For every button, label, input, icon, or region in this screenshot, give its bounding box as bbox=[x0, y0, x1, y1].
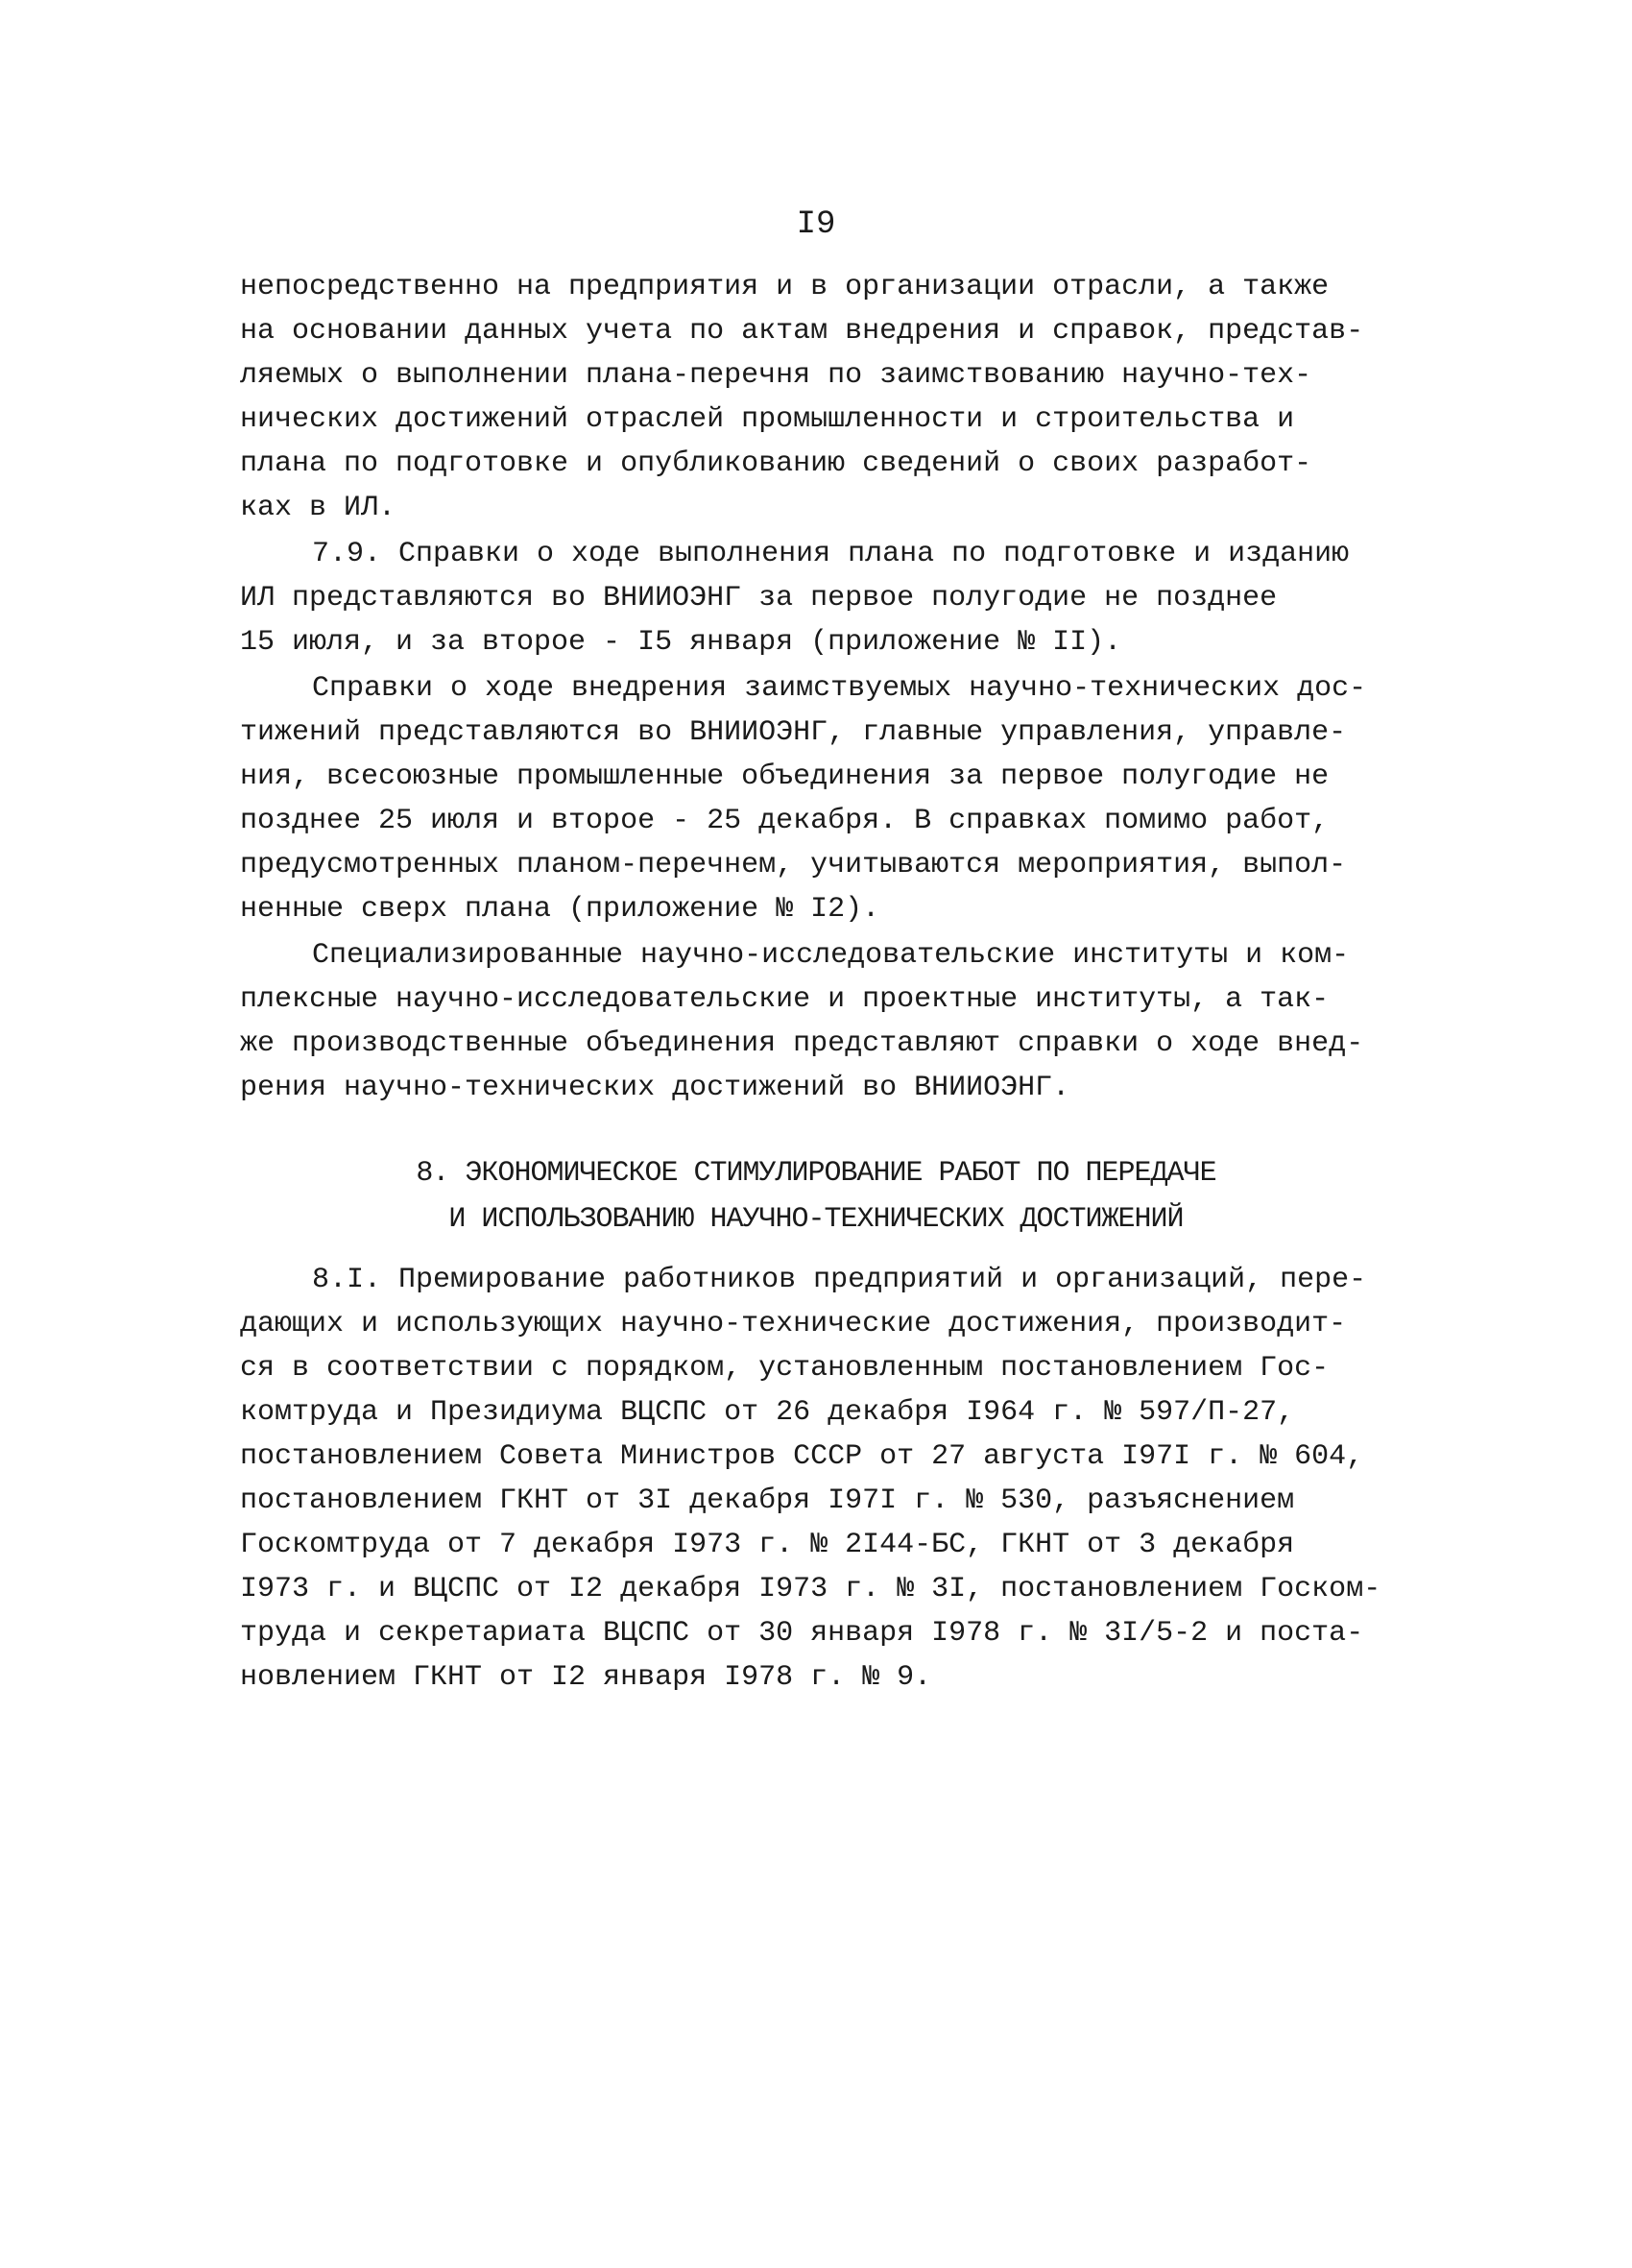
text-line: I973 г. и ВЦСПС от I2 декабря I973 г. № 3I, постановлением Госком- bbox=[240, 1573, 1381, 1605]
text-line: тижений представляются во ВНИИОЭНГ, главные управления, управле- bbox=[240, 716, 1347, 749]
page-number: I9 bbox=[796, 206, 836, 243]
text-line: дающих и использующих научно-технические достижения, производит- bbox=[240, 1308, 1347, 1340]
text-line: ках в ИЛ. bbox=[240, 492, 396, 524]
paragraph-8-1-first-line: 8.I. Премирование работников предприятий и организаций, пере- bbox=[312, 1264, 1367, 1296]
text-line: непосредственно на предприятия и в организации отрасли, а также bbox=[240, 271, 1330, 303]
text-line: предусмотренных планом-перечнем, учитываются мероприятия, выпол- bbox=[240, 849, 1347, 881]
text-line: позднее 25 июля и второе - 25 декабря. В справках помимо работ, bbox=[240, 805, 1330, 837]
section-heading: 8. ЭКОНОМИЧЕСКОЕ СТИМУЛИРОВАНИЕ РАБОТ ПО ПЕРЕДАЧЕ bbox=[416, 1157, 1216, 1190]
text-line: Госкомтруда от 7 декабря I973 г. № 2I44-БС, ГКНТ от 3 декабря bbox=[240, 1529, 1295, 1561]
text-line: 15 июля, и за второе - I5 января (приложение № II). bbox=[240, 626, 1122, 659]
text-line: ляемых о выполнении плана-перечня по заимствованию научно-тех- bbox=[240, 359, 1312, 392]
text-line: труда и секретариата ВЦСПС от 30 января I978 г. № 3I/5-2 и поста- bbox=[240, 1617, 1364, 1650]
text-line: же производственные объединения представляют справки о ходе внед- bbox=[240, 1027, 1364, 1060]
paragraph-first-line: Специализированные научно-исследовательские институты и ком- bbox=[312, 939, 1350, 972]
section-heading: И ИСПОЛЬЗОВАНИЮ НАУЧНО-ТЕХНИЧЕСКИХ ДОСТИЖЕНИЙ bbox=[448, 1203, 1184, 1236]
text-line: ся в соответствии с порядком, установленным постановлением Гос- bbox=[240, 1352, 1330, 1385]
paragraph-first-line: Справки о ходе внедрения заимствуемых научно-технических дос- bbox=[312, 672, 1367, 705]
text-line: нических достижений отраслей промышленности и строительства и bbox=[240, 403, 1295, 436]
text-line: постановлением Совета Министров СССР от 27 августа I97I г. № 604, bbox=[240, 1440, 1364, 1473]
text-line: на основании данных учета по актам внедрения и справок, представ- bbox=[240, 315, 1364, 348]
text-line: ненные сверх плана (приложение № I2). bbox=[240, 893, 880, 926]
paragraph-7-9-first-line: 7.9. Справки о ходе выполнения плана по подготовке и изданию bbox=[312, 538, 1350, 570]
text-line: плана по подготовке и опубликованию сведений о своих разработ- bbox=[240, 447, 1312, 480]
text-line: комтруда и Президиума ВЦСПС от 26 декабря I964 г. № 597/П-27, bbox=[240, 1396, 1295, 1429]
text-line: новлением ГКНТ от I2 января I978 г. № 9. bbox=[240, 1661, 932, 1694]
text-line: постановлением ГКНТ от 3I декабря I97I г. № 530, разъяснением bbox=[240, 1484, 1295, 1517]
text-line: рения научно-технических достижений во ВНИИОЭНГ. bbox=[240, 1072, 1070, 1104]
text-line: ния, всесоюзные промышленные объединения за первое полугодие не bbox=[240, 760, 1330, 793]
text-line: ИЛ представляются во ВНИИОЭНГ за первое полугодие не позднее bbox=[240, 582, 1278, 615]
text-line: плексные научно-исследовательские и проектные институты, а так- bbox=[240, 983, 1330, 1016]
